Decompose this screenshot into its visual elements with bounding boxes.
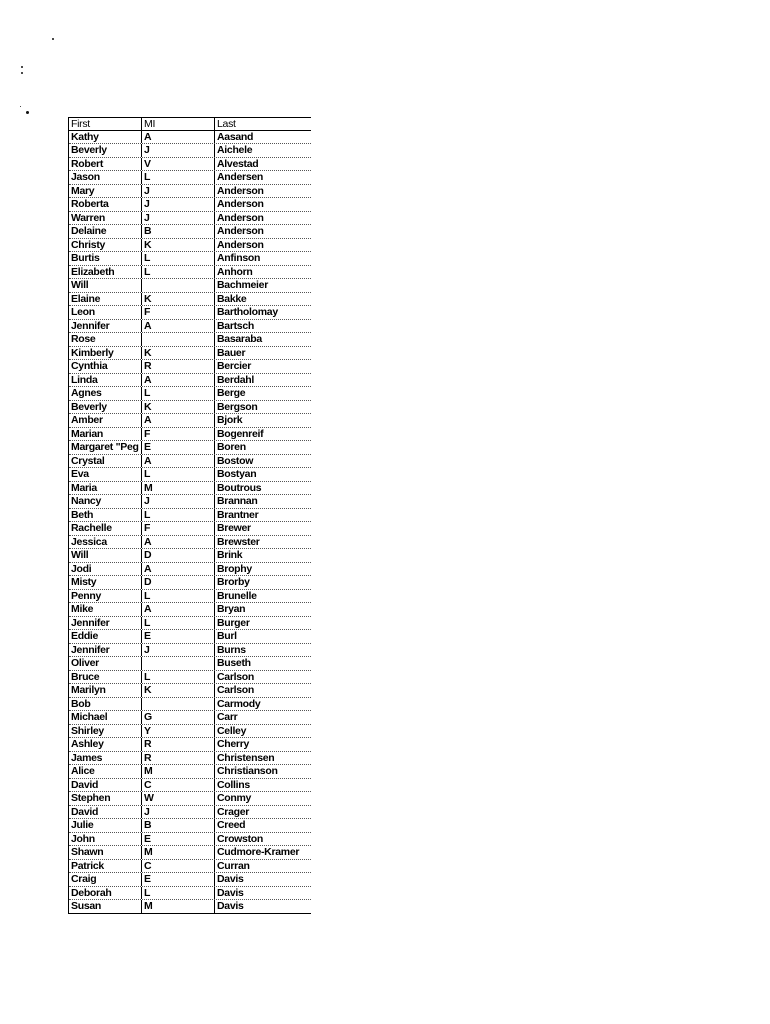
table-row <box>69 482 311 496</box>
middle-initial-cell: J <box>141 495 214 508</box>
scan-speck <box>21 66 23 68</box>
last-name-cell: Berge <box>214 387 311 400</box>
table-row <box>69 644 311 658</box>
last-name-cell: Bryan <box>214 603 311 616</box>
table-row <box>69 725 311 739</box>
last-name-cell: Cudmore-Kramer <box>214 846 311 859</box>
last-name-cell: Christianson <box>214 765 311 778</box>
table-row <box>69 144 311 158</box>
middle-initial-cell: E <box>141 833 214 846</box>
middle-initial-cell: C <box>141 779 214 792</box>
middle-initial-cell: V <box>141 158 214 171</box>
table-row <box>69 158 311 172</box>
last-name-cell: Brannan <box>214 495 311 508</box>
first-name-cell: Agnes <box>71 387 102 399</box>
first-name-cell: Patrick <box>71 859 104 872</box>
middle-initial-cell: F <box>141 428 214 441</box>
middle-initial-cell: A <box>141 414 214 427</box>
table-row <box>69 819 311 833</box>
table-row <box>69 401 311 415</box>
table-body <box>69 131 311 914</box>
last-name-cell: Brophy <box>214 563 311 576</box>
middle-initial-cell: K <box>141 401 214 414</box>
first-name-cell: Michael <box>71 711 108 723</box>
table-row <box>69 320 311 334</box>
first-name-cell: Rose <box>71 333 96 345</box>
last-name-cell: Crowston <box>214 833 311 846</box>
table-header-row <box>69 117 311 131</box>
middle-initial-cell: L <box>141 252 214 265</box>
last-name-cell: Alvestad <box>214 158 311 171</box>
middle-initial-cell: K <box>141 684 214 697</box>
table-row <box>69 779 311 793</box>
middle-initial-cell: E <box>141 441 214 454</box>
first-name-cell: James <box>71 751 103 764</box>
table-row <box>69 833 311 847</box>
last-name-cell: Anhorn <box>214 266 311 279</box>
scan-speck <box>21 72 23 74</box>
last-name-cell: Crager <box>214 806 311 819</box>
first-name-cell: John <box>71 832 95 845</box>
table-row <box>69 765 311 779</box>
first-name-cell: Mike <box>71 603 94 615</box>
last-name-cell: Buseth <box>214 657 311 670</box>
last-name-cell: Celley <box>214 725 311 738</box>
last-name-cell: Davis <box>214 900 311 913</box>
last-name-cell: Creed <box>214 819 311 832</box>
first-name-cell: Cynthia <box>71 360 108 372</box>
last-name-cell: Christensen <box>214 752 311 765</box>
table-row <box>69 630 311 644</box>
first-name-cell: Marilyn <box>71 684 106 696</box>
table-row <box>69 360 311 374</box>
first-name-cell: Penny <box>71 589 102 602</box>
table-row <box>69 266 311 280</box>
first-name-cell: Linda <box>71 373 98 386</box>
first-name-cell: Shirley <box>71 724 104 737</box>
table-row <box>69 185 311 199</box>
last-name-cell: Bostyan <box>214 468 311 481</box>
first-name-cell: Jennifer <box>71 643 110 656</box>
table-row <box>69 468 311 482</box>
last-name-cell: Brunelle <box>214 590 311 603</box>
table-row <box>69 684 311 698</box>
last-name-cell: Brorby <box>214 576 311 589</box>
last-name-cell: Burger <box>214 617 311 630</box>
last-name-cell: Brewster <box>214 536 311 549</box>
last-name-cell: Berdahl <box>214 374 311 387</box>
table-row <box>69 428 311 442</box>
middle-initial-cell: K <box>141 347 214 360</box>
middle-initial-cell: M <box>141 482 214 495</box>
first-name-cell: Elizabeth <box>71 265 115 278</box>
first-name-cell: Eva <box>71 468 89 480</box>
first-name-cell: Robert <box>71 157 104 170</box>
table-row <box>69 441 311 455</box>
last-name-cell: Anderson <box>214 239 311 252</box>
middle-initial-cell: E <box>141 630 214 643</box>
middle-initial-cell: L <box>141 171 214 184</box>
first-name-cell: David <box>71 805 99 818</box>
table-row <box>69 563 311 577</box>
first-name-cell: Marian <box>71 427 104 440</box>
table-row <box>69 495 311 509</box>
first-name-cell: Susan <box>71 900 102 912</box>
first-name-cell: Shawn <box>71 846 104 858</box>
first-name-cell: Jennifer <box>71 319 110 332</box>
first-name-cell: Oliver <box>71 657 99 669</box>
middle-initial-cell: A <box>141 603 214 616</box>
middle-initial-cell: J <box>141 144 214 157</box>
table-row <box>69 414 311 428</box>
middle-initial-cell: L <box>141 887 214 900</box>
table-row <box>69 225 311 239</box>
first-name-cell: Will <box>71 549 89 561</box>
first-name-cell: Alice <box>71 765 95 777</box>
table-row <box>69 536 311 550</box>
first-name-cell: Will <box>71 279 89 291</box>
table-row <box>69 846 311 860</box>
table-row <box>69 900 311 914</box>
last-name-cell: Boren <box>214 441 311 454</box>
first-name-cell: Margaret "Peg <box>71 441 139 453</box>
table-row <box>69 333 311 347</box>
middle-initial-cell: L <box>141 590 214 603</box>
last-name-cell: Brewer <box>214 522 311 535</box>
last-name-cell: Anderson <box>214 198 311 211</box>
table-row <box>69 171 311 185</box>
table-row <box>69 792 311 806</box>
last-name-cell: Anfinson <box>214 252 311 265</box>
last-name-cell: Brink <box>214 549 311 562</box>
first-name-cell: Jennifer <box>71 616 110 629</box>
first-name-cell: Beverly <box>71 144 107 156</box>
middle-initial-cell: L <box>141 266 214 279</box>
middle-initial-cell: D <box>141 549 214 562</box>
first-name-cell: Nancy <box>71 495 102 507</box>
last-name-cell: Boutrous <box>214 482 311 495</box>
table-row <box>69 212 311 226</box>
first-name-cell: Bob <box>71 697 91 710</box>
middle-initial-cell <box>141 698 214 711</box>
middle-initial-cell: A <box>141 131 214 144</box>
last-name-cell: Davis <box>214 887 311 900</box>
table-row <box>69 711 311 725</box>
first-name-cell: Bruce <box>71 670 100 683</box>
first-name-cell: Jodi <box>71 562 92 575</box>
first-name-cell: Rachelle <box>71 522 112 534</box>
table-row <box>69 252 311 266</box>
middle-initial-cell: R <box>141 738 214 751</box>
table-row <box>69 576 311 590</box>
middle-initial-cell <box>141 333 214 346</box>
table-row <box>69 455 311 469</box>
table-row <box>69 279 311 293</box>
middle-initial-cell: D <box>141 576 214 589</box>
middle-initial-cell: G <box>141 711 214 724</box>
middle-initial-cell: L <box>141 617 214 630</box>
header-last: Last <box>214 118 311 130</box>
table-row <box>69 738 311 752</box>
middle-initial-cell: A <box>141 320 214 333</box>
first-name-cell: Warren <box>71 211 105 224</box>
last-name-cell: Anderson <box>214 225 311 238</box>
middle-initial-cell: L <box>141 468 214 481</box>
last-name-cell: Bakke <box>214 293 311 306</box>
first-name-cell: Jason <box>71 171 100 183</box>
first-name-cell: Maria <box>71 481 97 494</box>
first-name-cell: Burtis <box>71 252 100 264</box>
table-row <box>69 590 311 604</box>
last-name-cell: Anderson <box>214 185 311 198</box>
table-row <box>69 549 311 563</box>
first-name-cell: Kimberly <box>71 346 114 359</box>
middle-initial-cell: B <box>141 225 214 238</box>
first-name-cell: Kathy <box>71 130 99 143</box>
table-row <box>69 347 311 361</box>
middle-initial-cell: K <box>141 293 214 306</box>
middle-initial-cell: J <box>141 212 214 225</box>
last-name-cell: Cherry <box>214 738 311 751</box>
last-name-cell: Collins <box>214 779 311 792</box>
middle-initial-cell: R <box>141 752 214 765</box>
last-name-cell: Bergson <box>214 401 311 414</box>
middle-initial-cell: M <box>141 900 214 913</box>
table-row <box>69 387 311 401</box>
middle-initial-cell: M <box>141 846 214 859</box>
last-name-cell: Andersen <box>214 171 311 184</box>
middle-initial-cell: J <box>141 185 214 198</box>
table-row <box>69 752 311 766</box>
middle-initial-cell: A <box>141 374 214 387</box>
last-name-cell: Bartholomay <box>214 306 311 319</box>
middle-initial-cell: F <box>141 306 214 319</box>
table-row <box>69 617 311 631</box>
first-name-cell: Misty <box>71 576 97 588</box>
last-name-cell: Davis <box>214 873 311 886</box>
last-name-cell: Bostow <box>214 455 311 468</box>
table-row <box>69 873 311 887</box>
middle-initial-cell: B <box>141 819 214 832</box>
middle-initial-cell: W <box>141 792 214 805</box>
last-name-cell: Carlson <box>214 671 311 684</box>
scan-speck <box>20 106 21 107</box>
first-name-cell: Beverly <box>71 400 107 413</box>
header-first: First <box>71 118 90 130</box>
middle-initial-cell: L <box>141 509 214 522</box>
last-name-cell: Bercier <box>214 360 311 373</box>
first-name-cell: Craig <box>71 873 97 885</box>
middle-initial-cell: L <box>141 671 214 684</box>
table-row <box>69 374 311 388</box>
first-name-cell: Julie <box>71 819 94 831</box>
table-row <box>69 671 311 685</box>
middle-initial-cell: J <box>141 806 214 819</box>
middle-initial-cell: A <box>141 563 214 576</box>
last-name-cell: Carr <box>214 711 311 724</box>
middle-initial-cell: C <box>141 860 214 873</box>
first-name-cell: Amber <box>71 414 103 426</box>
table-row <box>69 806 311 820</box>
last-name-cell: Basaraba <box>214 333 311 346</box>
middle-initial-cell <box>141 657 214 670</box>
table-row <box>69 860 311 874</box>
middle-initial-cell: M <box>141 765 214 778</box>
last-name-cell: Burns <box>214 644 311 657</box>
first-name-cell: Crystal <box>71 454 105 467</box>
last-name-cell: Bjork <box>214 414 311 427</box>
first-name-cell: Elaine <box>71 292 101 305</box>
middle-initial-cell: L <box>141 387 214 400</box>
table-row <box>69 198 311 212</box>
middle-initial-cell: Y <box>141 725 214 738</box>
last-name-cell: Conmy <box>214 792 311 805</box>
first-name-cell: Ashley <box>71 738 104 750</box>
table-row <box>69 887 311 901</box>
first-name-cell: Christy <box>71 238 106 251</box>
table-row <box>69 657 311 671</box>
table-row <box>69 509 311 523</box>
first-name-cell: Mary <box>71 184 95 197</box>
last-name-cell: Bogenreif <box>214 428 311 441</box>
table-row <box>69 698 311 712</box>
last-name-cell: Aichele <box>214 144 311 157</box>
header-mi: MI <box>141 118 214 130</box>
middle-initial-cell: A <box>141 536 214 549</box>
middle-initial-cell: F <box>141 522 214 535</box>
middle-initial-cell: R <box>141 360 214 373</box>
first-name-cell: Eddie <box>71 630 99 642</box>
name-table <box>68 117 311 914</box>
first-name-cell: Deborah <box>71 886 112 899</box>
last-name-cell: Brantner <box>214 509 311 522</box>
scan-speck <box>26 111 29 114</box>
first-name-cell: Stephen <box>71 792 111 804</box>
last-name-cell: Curran <box>214 860 311 873</box>
last-name-cell: Bauer <box>214 347 311 360</box>
table-row <box>69 306 311 320</box>
last-name-cell: Carmody <box>214 698 311 711</box>
first-name-cell: Leon <box>71 306 95 318</box>
middle-initial-cell <box>141 279 214 292</box>
last-name-cell: Bachmeier <box>214 279 311 292</box>
table-row <box>69 293 311 307</box>
table-row <box>69 522 311 536</box>
first-name-cell: David <box>71 778 99 791</box>
scan-speck <box>52 38 54 40</box>
last-name-cell: Anderson <box>214 212 311 225</box>
middle-initial-cell: E <box>141 873 214 886</box>
middle-initial-cell: A <box>141 455 214 468</box>
last-name-cell: Aasand <box>214 131 311 144</box>
last-name-cell: Carlson <box>214 684 311 697</box>
first-name-cell: Delaine <box>71 225 107 237</box>
middle-initial-cell: J <box>141 644 214 657</box>
first-name-cell: Beth <box>71 508 94 521</box>
table-row <box>69 239 311 253</box>
last-name-cell: Bartsch <box>214 320 311 333</box>
middle-initial-cell: J <box>141 198 214 211</box>
first-name-cell: Roberta <box>71 198 109 210</box>
last-name-cell: Burl <box>214 630 311 643</box>
table-row <box>69 603 311 617</box>
first-name-cell: Jessica <box>71 535 107 548</box>
middle-initial-cell: K <box>141 239 214 252</box>
table-row <box>69 131 311 145</box>
